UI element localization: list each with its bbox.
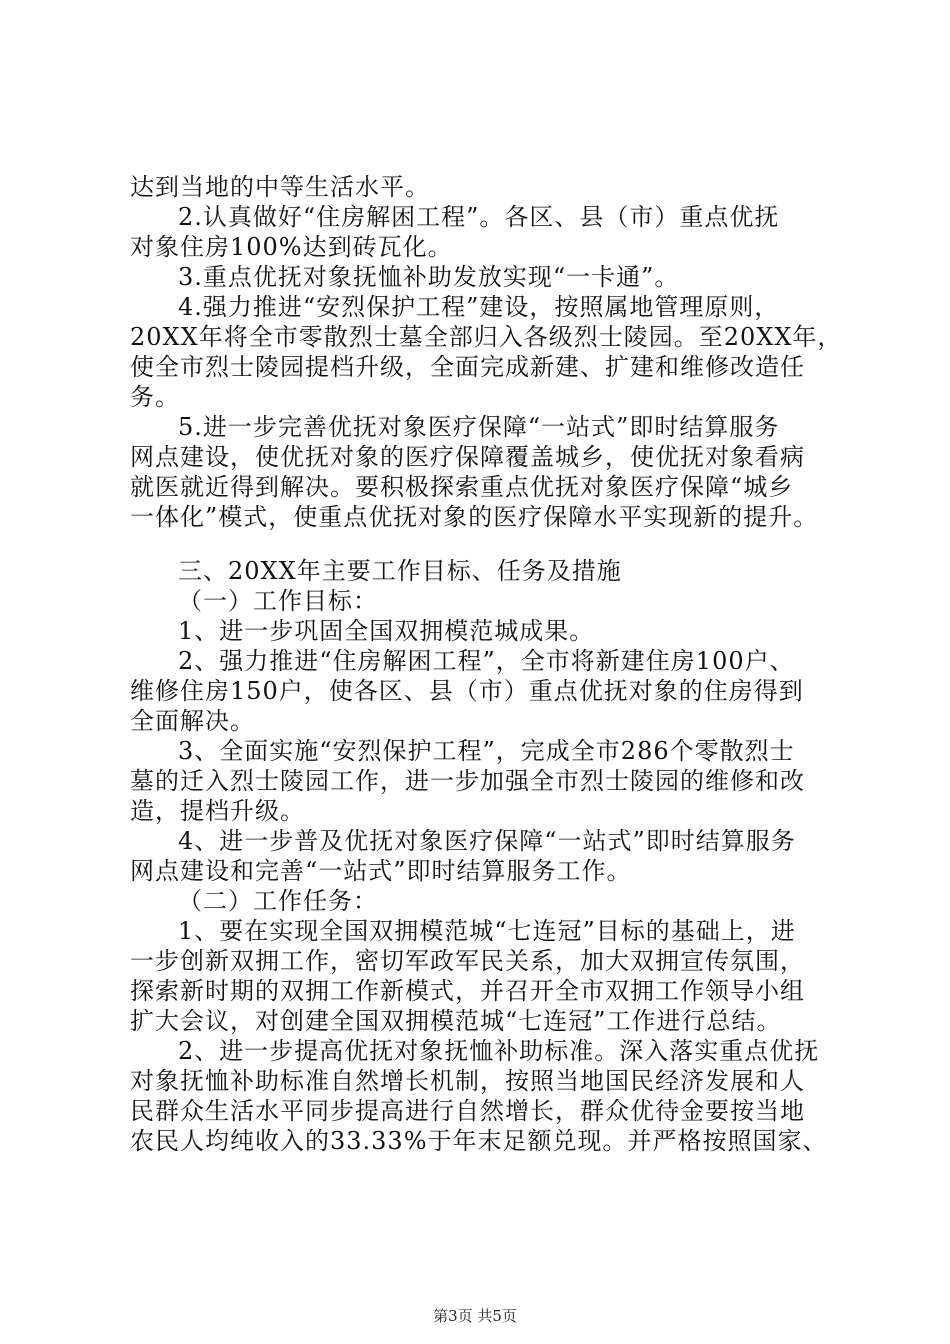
text-line: 5.进一步完善优抚对象医疗保障“一站式”即时结算服务 xyxy=(178,413,780,441)
text-line: 网点建设和完善“一站式”即时结算服务工作。 xyxy=(130,857,632,885)
text-line: 1、要在实现全国双拥模范城“七连冠”目标的基础上，进 xyxy=(178,917,796,945)
text-line: 使全市烈士陵园提档升级，全面完成新建、扩建和维修改造任 xyxy=(130,353,805,381)
text-line: 探索新时期的双拥工作新模式，并召开全市双拥工作领导小组 xyxy=(130,977,805,1005)
text-line: 2、强力推进“住房解困工程”，全市将新建住房100户、 xyxy=(178,647,795,675)
text-line: 就医就近得到解决。要积极探索重点优抚对象医疗保障“城乡 xyxy=(130,473,794,501)
text-line: 3、全面实施“安烈保护工程”，完成全市286个零散烈士 xyxy=(178,737,795,765)
text-line: 务。 xyxy=(130,383,180,411)
paragraph-gap xyxy=(130,532,850,556)
text-line: 一步创新双拥工作，密切军政军民关系，加大双拥宣传氛围， xyxy=(130,947,805,975)
subsection-heading: （二）工作任务： xyxy=(178,887,378,915)
text-line: 墓的迁入烈士陵园工作，进一步加强全市烈士陵园的维修和改 xyxy=(130,767,805,795)
text-line: 20XX年将全市零散烈士墓全部归入各级烈士陵园。至20XX年， xyxy=(130,323,843,351)
text-line: 一体化”模式，使重点优抚对象的医疗保障水平实现新的提升。 xyxy=(130,503,819,531)
page-number-footer: 第3页 共5页 xyxy=(433,1307,517,1325)
text-line: 2、进一步提高优抚对象抚恤补助标准。深入落实重点优抚 xyxy=(178,1037,820,1065)
text-line: 1、进一步巩固全国双拥模范城成果。 xyxy=(178,617,595,645)
text-line: 对象住房100%达到砖瓦化。 xyxy=(130,233,453,261)
text-line: 2.认真做好“住房解困工程”。各区、县（市）重点优抚 xyxy=(178,203,780,231)
text-line: 维修住房150户，使各区、县（市）重点优抚对象的住房得到 xyxy=(130,677,804,705)
text-line: 民群众生活水平同步提高进行自然增长，群众优待金要按当地 xyxy=(130,1097,805,1125)
text-line: 网点建设，使优抚对象的医疗保障覆盖城乡，使优抚对象看病 xyxy=(130,443,805,471)
text-line: 对象抚恤补助标准自然增长机制，按照当地国民经济发展和人 xyxy=(130,1067,805,1095)
document-body xyxy=(130,172,850,1156)
section-heading: 三、20XX年主要工作目标、任务及措施 xyxy=(178,557,622,585)
text-line: 3.重点优抚对象抚恤补助发放实现“一卡通”。 xyxy=(178,263,680,291)
text-line: 4.强力推进“安烈保护工程”建设，按照属地管理原则， xyxy=(178,293,780,321)
text-line: 扩大会议，对创建全国双拥模范城“七连冠”工作进行总结。 xyxy=(130,1007,782,1035)
text-line: 达到当地的中等生活水平。 xyxy=(130,173,430,201)
text-line: 全面解决。 xyxy=(130,707,255,735)
text-line: 农民人均纯收入的33.33%于年末足额兑现。并严格按照国家、 xyxy=(130,1127,828,1155)
text-line: 造，提档升级。 xyxy=(130,797,305,825)
text-line: 4、进一步普及优抚对象医疗保障“一站式”即时结算服务 xyxy=(178,827,796,855)
subsection-heading: （一）工作目标： xyxy=(178,587,378,615)
